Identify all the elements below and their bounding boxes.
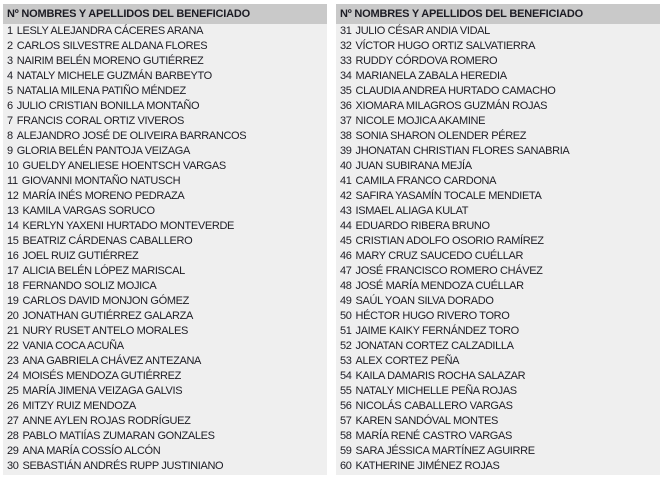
beneficiary-name: KAMILA VARGAS SORUCO: [22, 205, 155, 217]
column-header: Nº NOMBRES Y APELLIDOS DEL BENEFICIADO: [3, 4, 327, 24]
beneficiary-name: HÉCTOR HUGO RIVERO TORO: [355, 310, 510, 322]
row-number: 22: [7, 340, 19, 352]
beneficiary-name: FRANCIS CORAL ORTIZ VIVEROS: [16, 115, 184, 127]
table-row: [336, 294, 660, 309]
table-row: [3, 144, 327, 159]
beneficiary-name: ANNE AYLEN ROJAS RODRÍGUEZ: [22, 415, 191, 427]
row-number: 38: [340, 130, 352, 142]
row-number: 13: [7, 205, 19, 217]
table-row: [336, 189, 660, 204]
row-number: 21: [7, 325, 19, 337]
row-number: 56: [340, 400, 352, 412]
row-number: 35: [340, 85, 352, 97]
beneficiary-name: CARLOS DAVID MONJON GÓMEZ: [22, 295, 189, 307]
table-row: [3, 309, 327, 324]
beneficiary-name: CRISTIAN ADOLFO OSORIO RAMÍREZ: [355, 235, 544, 247]
beneficiary-name: SEBASTIÁN ANDRÉS RUPP JUSTINIANO: [22, 460, 224, 472]
beneficiary-name: MITZY RUIZ MENDOZA: [22, 400, 136, 412]
table-row: [336, 204, 660, 219]
row-number: 42: [340, 190, 352, 202]
table-row: [3, 354, 327, 369]
beneficiary-name: BEATRIZ CÁRDENAS CABALLERO: [22, 235, 193, 247]
table-row: [336, 444, 660, 459]
table-row: [336, 159, 660, 174]
beneficiary-name: CAMILA FRANCO CARDONA: [355, 175, 497, 187]
row-number: 20: [7, 310, 19, 322]
table-row: [336, 174, 660, 189]
table-row: [3, 129, 327, 144]
row-number: 37: [340, 115, 352, 127]
row-number: 47: [340, 265, 352, 277]
rows-right: [336, 24, 660, 474]
beneficiary-name: MARÍA RENÉ CASTRO VARGAS: [355, 430, 512, 442]
row-number: 54: [340, 370, 352, 382]
beneficiary-name: SAFIRA YASAMÍN TOCALE MENDIETA: [355, 190, 542, 202]
table-row: [3, 264, 327, 279]
row-number: 4: [7, 70, 13, 82]
row-number: 28: [7, 430, 19, 442]
table-row: [3, 174, 327, 189]
table-row: [3, 114, 327, 129]
table-row: [336, 54, 660, 69]
beneficiary-name: JONATAN CORTEZ CALZADILLA: [355, 340, 514, 352]
table-row: [3, 219, 327, 234]
table-row: [3, 324, 327, 339]
row-number: 5: [7, 85, 13, 97]
beneficiary-list-right: [336, 4, 660, 475]
row-number: 44: [340, 220, 352, 232]
table-row: [336, 39, 660, 54]
row-number: 15: [7, 235, 19, 247]
beneficiary-name: ANA GABRIELA CHÁVEZ ANTEZANA: [22, 355, 202, 367]
row-number: 48: [340, 280, 352, 292]
beneficiary-name: MOISÉS MENDOZA GUTIÉRREZ: [22, 370, 181, 382]
beneficiary-name: JAIME KAIKY FERNÁNDEZ TORO: [355, 325, 519, 337]
table-row: [336, 429, 660, 444]
row-number: 55: [340, 385, 352, 397]
table-row: [336, 414, 660, 429]
beneficiary-name: NICOLÁS CABALLERO VARGAS: [355, 400, 513, 412]
table-row: [3, 399, 327, 414]
beneficiary-name: MARY CRUZ SAUCEDO CUÉLLAR: [355, 250, 524, 262]
beneficiary-name: SAÚL YOAN SILVA DORADO: [355, 295, 494, 307]
beneficiary-name: EDUARDO RIBERA BRUNO: [355, 220, 490, 232]
beneficiary-name: FERNANDO SOLIZ MOJICA: [22, 280, 157, 292]
beneficiary-name: JOEL RUIZ GUTIÉRREZ: [22, 250, 139, 262]
row-number: 50: [340, 310, 352, 322]
row-number: 6: [7, 100, 13, 112]
row-number: 52: [340, 340, 352, 352]
table-row: [3, 234, 327, 249]
table-row: [336, 114, 660, 129]
table-row: [336, 249, 660, 264]
table-row: [3, 429, 327, 444]
row-number: 26: [7, 400, 19, 412]
beneficiary-name: ANA MARÍA COSSÍO ALCÓN: [22, 445, 161, 457]
beneficiary-name: CLAUDIA ANDREA HURTADO CAMACHO: [355, 85, 556, 97]
row-number: 3: [7, 55, 13, 67]
beneficiary-name: PABLO MATIÍAS ZUMARAN GONZALES: [22, 430, 215, 442]
table-row: [336, 264, 660, 279]
table-row: [336, 84, 660, 99]
row-number: 57: [340, 415, 352, 427]
beneficiary-name: MARIANELA ZABALA HEREDIA: [355, 70, 507, 82]
beneficiary-name: MARÍA JIMENA VEIZAGA GALVIS: [22, 385, 183, 397]
table-row: [336, 69, 660, 84]
row-number: 19: [7, 295, 19, 307]
row-number: 17: [7, 265, 19, 277]
row-number: 36: [340, 100, 352, 112]
beneficiary-name: ISMAEL ALIAGA KULAT: [355, 205, 469, 217]
row-number: 23: [7, 355, 19, 367]
beneficiary-name: VANIA COCA ACUÑA: [22, 340, 124, 352]
row-number: 58: [340, 430, 352, 442]
table-row: [3, 384, 327, 399]
beneficiary-name: CARLOS SILVESTRE ALDANA FLORES: [16, 40, 208, 52]
table-row: [336, 234, 660, 249]
table-row: [336, 369, 660, 384]
table-row: [336, 309, 660, 324]
beneficiary-name: KAILA DAMARIS ROCHA SALAZAR: [355, 370, 526, 382]
beneficiary-name: KERLYN YAXENI HURTADO MONTEVERDE: [22, 220, 235, 232]
beneficiary-name: MARÍA INÉS MORENO PEDRAZA: [22, 190, 185, 202]
row-number: 2: [7, 40, 13, 52]
table-row: [336, 99, 660, 114]
beneficiary-name: RUDDY CÓRDOVA ROMERO: [355, 55, 498, 67]
beneficiary-name: KAREN SANDÓVAL MONTES: [355, 415, 498, 427]
table-row: [3, 459, 327, 474]
row-number: 11: [7, 175, 18, 187]
beneficiary-name: JONATHAN GUTIÉRREZ GALARZA: [22, 310, 193, 322]
row-number: 32: [340, 40, 352, 52]
table-row: [336, 384, 660, 399]
row-number: 8: [7, 130, 13, 142]
table-row: [336, 219, 660, 234]
table-row: [3, 99, 327, 114]
beneficiary-name: SONIA SHARON OLENDER PÉREZ: [355, 130, 527, 142]
table-row: [3, 414, 327, 429]
row-number: 1: [7, 25, 13, 37]
row-number: 53: [340, 355, 352, 367]
beneficiary-name: JULIO CÉSAR ANDIA VIDAL: [355, 25, 490, 37]
table-row: [336, 324, 660, 339]
table-row: [3, 84, 327, 99]
table-row: [336, 339, 660, 354]
row-number: 24: [7, 370, 19, 382]
beneficiary-name: VÍCTOR HUGO ORTIZ SALVATIERRA: [355, 40, 536, 52]
row-number: 43: [340, 205, 352, 217]
table-row: [336, 354, 660, 369]
rows-left: [3, 24, 327, 474]
row-number: 59: [340, 445, 352, 457]
row-number: 7: [7, 115, 13, 127]
beneficiary-name: NATALY MICHELE GUZMÁN BARBEYTO: [16, 70, 212, 82]
table-row: [3, 294, 327, 309]
column-header: Nº NOMBRES Y APELLIDOS DEL BENEFICIADO: [336, 4, 660, 24]
row-number: 10: [7, 160, 19, 172]
beneficiary-name: JUAN SUBIRANA MEJÍA: [355, 160, 472, 172]
beneficiary-name: LESLY ALEJANDRA CÁCERES ARANA: [16, 25, 204, 37]
table-row: [3, 369, 327, 384]
row-number: 9: [7, 145, 13, 157]
row-number: 27: [7, 415, 19, 427]
table-row: [3, 444, 327, 459]
row-number: 29: [7, 445, 19, 457]
table-row: [3, 249, 327, 264]
beneficiary-list-left: [3, 4, 327, 475]
row-number: 18: [7, 280, 19, 292]
table-row: [3, 69, 327, 84]
table-row: [3, 339, 327, 354]
beneficiary-name: NICOLE MOJICA AKAMINE: [355, 115, 486, 127]
beneficiary-name: JOSÉ MARÍA MENDOZA CUÉLLAR: [355, 280, 524, 292]
row-number: 34: [340, 70, 352, 82]
row-number: 40: [340, 160, 352, 172]
row-number: 60: [340, 460, 352, 472]
beneficiary-name: NURY RUSET ANTELO MORALES: [22, 325, 189, 337]
row-number: 30: [7, 460, 19, 472]
row-number: 25: [7, 385, 19, 397]
beneficiary-name: JOSÉ FRANCISCO ROMERO CHÁVEZ: [355, 265, 543, 277]
table-row: [3, 39, 327, 54]
table-row: [3, 204, 327, 219]
row-number: 16: [7, 250, 19, 262]
row-number: 51: [340, 325, 352, 337]
row-number: 33: [340, 55, 352, 67]
table-row: [3, 189, 327, 204]
table-row: [336, 144, 660, 159]
table-row: [3, 159, 327, 174]
beneficiary-name: GUELDY ANELIESE HOENTSCH VARGAS: [22, 160, 226, 172]
beneficiary-name: ALICIA BELÉN LÓPEZ MARISCAL: [22, 265, 185, 277]
table-row: [336, 399, 660, 414]
beneficiary-name: JULIO CRISTIAN BONILLA MONTAÑO: [16, 100, 200, 112]
row-number: 31: [340, 25, 352, 37]
beneficiary-name: ALEJANDRO JOSÉ DE OLIVEIRA BARRANCOS: [16, 130, 247, 142]
table-row: [336, 279, 660, 294]
row-number: 46: [340, 250, 352, 262]
beneficiary-name: JHONATAN CHRISTIAN FLORES SANABRIA: [355, 145, 570, 157]
beneficiary-name: NAIRIM BELÉN MORENO GUTIÉRREZ: [16, 55, 204, 67]
table-row: [336, 24, 660, 39]
beneficiary-name: KATHERINE JIMÉNEZ ROJAS: [355, 460, 500, 472]
beneficiary-name: XIOMARA MILAGROS GUZMÁN ROJAS: [355, 100, 548, 112]
row-number: 41: [340, 175, 352, 187]
beneficiary-name: GIOVANNI MONTAÑO NATUSCH: [21, 175, 181, 187]
row-number: 49: [340, 295, 352, 307]
table-row: [3, 24, 327, 39]
row-number: 39: [340, 145, 352, 157]
row-number: 45: [340, 235, 352, 247]
table-row: [336, 459, 660, 474]
table-row: [3, 54, 327, 69]
beneficiary-name: SARA JÉSSICA MARTÍNEZ AGUIRRE: [355, 445, 535, 457]
row-number: 14: [7, 220, 19, 232]
table-row: [3, 279, 327, 294]
table-row: [336, 129, 660, 144]
row-number: 12: [7, 190, 19, 202]
beneficiary-name: GLORIA BELÉN PANTOJA VEIZAGA: [16, 145, 190, 157]
beneficiary-name: NATALY MICHELLE PEÑA ROJAS: [355, 385, 517, 397]
beneficiary-name: NATALIA MILENA PATIÑO MÉNDEZ: [16, 85, 186, 97]
beneficiary-name: ALEX CORTEZ PEÑA: [355, 355, 460, 367]
